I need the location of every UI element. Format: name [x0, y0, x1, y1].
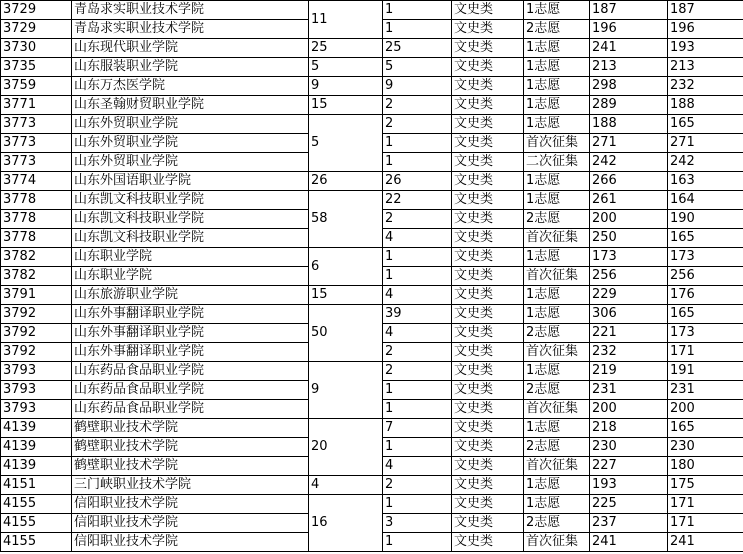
cell-admitted: 5 — [383, 58, 452, 77]
cell-max-score: 193 — [590, 476, 668, 495]
table-row — [1, 77, 743, 96]
cell-category: 文史类 — [452, 267, 524, 286]
table-row — [1, 495, 743, 514]
cell-admitted: 2 — [383, 343, 452, 362]
cell-category: 文史类 — [452, 1, 524, 20]
cell-min-score: 241 — [668, 533, 743, 552]
cell-min-score: 196 — [668, 20, 743, 39]
cell-category: 文史类 — [452, 286, 524, 305]
cell-category: 文史类 — [452, 343, 524, 362]
table-row — [1, 191, 743, 210]
cell-min-score: 165 — [668, 305, 743, 324]
cell-batch: 2志愿 — [524, 438, 590, 457]
cell-min-score: 232 — [668, 77, 743, 96]
cell-school: 山东外事翻译职业学院 — [72, 324, 309, 343]
cell-min-score: 230 — [668, 438, 743, 457]
cell-batch: 2志愿 — [524, 324, 590, 343]
cell-code: 3735 — [1, 58, 72, 77]
cell-code: 3792 — [1, 324, 72, 343]
cell-code: 3791 — [1, 286, 72, 305]
cell-max-score: 213 — [590, 58, 668, 77]
cell-min-score: 188 — [668, 96, 743, 115]
cell-school: 山东外贸职业学院 — [72, 153, 309, 172]
cell-school: 山东外贸职业学院 — [72, 134, 309, 153]
cell-batch: 1志愿 — [524, 305, 590, 324]
cell-batch: 首次征集 — [524, 343, 590, 362]
cell-min-score: 165 — [668, 229, 743, 248]
cell-code: 3792 — [1, 343, 72, 362]
cell-max-score: 256 — [590, 267, 668, 286]
cell-admitted: 1 — [383, 153, 452, 172]
cell-code: 3729 — [1, 20, 72, 39]
cell-batch: 1志愿 — [524, 476, 590, 495]
cell-school: 鹤壁职业技术学院 — [72, 457, 309, 476]
cell-code: 3782 — [1, 248, 72, 267]
table-row — [1, 476, 743, 495]
cell-batch: 1志愿 — [524, 39, 590, 58]
cell-batch: 1志愿 — [524, 191, 590, 210]
cell-min-score: 193 — [668, 39, 743, 58]
cell-batch: 1志愿 — [524, 58, 590, 77]
cell-category: 文史类 — [452, 58, 524, 77]
cell-max-score: 231 — [590, 381, 668, 400]
cell-school: 青岛求实职业技术学院 — [72, 1, 309, 20]
cell-min-score: 171 — [668, 514, 743, 533]
cell-school: 山东外事翻译职业学院 — [72, 305, 309, 324]
cell-code: 3778 — [1, 210, 72, 229]
cell-code: 3793 — [1, 400, 72, 419]
cell-max-score: 229 — [590, 286, 668, 305]
cell-max-score: 271 — [590, 134, 668, 153]
cell-category: 文史类 — [452, 514, 524, 533]
cell-category: 文史类 — [452, 20, 524, 39]
cell-min-score: 200 — [668, 400, 743, 419]
cell-code: 3792 — [1, 305, 72, 324]
cell-max-score: 241 — [590, 39, 668, 58]
cell-batch: 2志愿 — [524, 514, 590, 533]
cell-category: 文史类 — [452, 96, 524, 115]
cell-code: 4139 — [1, 419, 72, 438]
table-row — [1, 419, 743, 438]
cell-batch: 二次征集 — [524, 153, 590, 172]
cell-max-score: 306 — [590, 305, 668, 324]
cell-batch: 1志愿 — [524, 77, 590, 96]
cell-school: 三门峡职业技术学院 — [72, 476, 309, 495]
cell-admitted: 3 — [383, 514, 452, 533]
cell-code: 3771 — [1, 96, 72, 115]
cell-code: 3782 — [1, 267, 72, 286]
cell-max-score: 266 — [590, 172, 668, 191]
cell-batch: 首次征集 — [524, 400, 590, 419]
cell-school: 山东药品食品职业学院 — [72, 362, 309, 381]
cell-code: 4155 — [1, 514, 72, 533]
cell-admitted: 2 — [383, 476, 452, 495]
cell-max-score: 227 — [590, 457, 668, 476]
cell-min-score: 173 — [668, 324, 743, 343]
cell-admitted: 26 — [383, 172, 452, 191]
cell-batch: 首次征集 — [524, 457, 590, 476]
cell-min-score: 171 — [668, 495, 743, 514]
cell-code: 3730 — [1, 39, 72, 58]
cell-max-score: 242 — [590, 153, 668, 172]
cell-category: 文史类 — [452, 172, 524, 191]
cell-school: 山东万杰医学院 — [72, 77, 309, 96]
cell-category: 文史类 — [452, 305, 524, 324]
cell-school: 山东外贸职业学院 — [72, 115, 309, 134]
cell-batch: 1志愿 — [524, 248, 590, 267]
cell-category: 文史类 — [452, 248, 524, 267]
table-row — [1, 172, 743, 191]
cell-school: 山东药品食品职业学院 — [72, 381, 309, 400]
cell-max-score: 250 — [590, 229, 668, 248]
cell-code: 4139 — [1, 438, 72, 457]
cell-admitted: 2 — [383, 210, 452, 229]
cell-max-score: 230 — [590, 438, 668, 457]
cell-max-score: 218 — [590, 419, 668, 438]
cell-code: 3778 — [1, 191, 72, 210]
cell-max-score: 200 — [590, 210, 668, 229]
cell-category: 文史类 — [452, 419, 524, 438]
cell-school: 山东外国语职业学院 — [72, 172, 309, 191]
cell-school: 山东凯文科技职业学院 — [72, 229, 309, 248]
cell-plan: 5 — [309, 115, 383, 172]
cell-max-score: 219 — [590, 362, 668, 381]
cell-school: 山东职业学院 — [72, 248, 309, 267]
cell-min-score: 231 — [668, 381, 743, 400]
cell-school: 山东药品食品职业学院 — [72, 400, 309, 419]
cell-category: 文史类 — [452, 438, 524, 457]
cell-category: 文史类 — [452, 400, 524, 419]
table-row — [1, 58, 743, 77]
cell-plan: 15 — [309, 286, 383, 305]
cell-min-score: 173 — [668, 248, 743, 267]
cell-max-score: 289 — [590, 96, 668, 115]
cell-admitted: 39 — [383, 305, 452, 324]
cell-max-score: 241 — [590, 533, 668, 552]
cell-plan: 4 — [309, 476, 383, 495]
cell-category: 文史类 — [452, 229, 524, 248]
cell-min-score: 242 — [668, 153, 743, 172]
table-row — [1, 362, 743, 381]
cell-school: 鹤壁职业技术学院 — [72, 438, 309, 457]
cell-batch: 首次征集 — [524, 134, 590, 153]
table-body — [1, 1, 743, 552]
cell-plan: 26 — [309, 172, 383, 191]
cell-min-score: 175 — [668, 476, 743, 495]
cell-min-score: 190 — [668, 210, 743, 229]
cell-max-score: 196 — [590, 20, 668, 39]
cell-plan: 58 — [309, 191, 383, 248]
cell-max-score: 173 — [590, 248, 668, 267]
cell-max-score: 187 — [590, 1, 668, 20]
cell-min-score: 163 — [668, 172, 743, 191]
cell-batch: 1志愿 — [524, 495, 590, 514]
cell-school: 信阳职业技术学院 — [72, 495, 309, 514]
cell-admitted: 22 — [383, 191, 452, 210]
cell-admitted: 4 — [383, 457, 452, 476]
cell-admitted: 1 — [383, 533, 452, 552]
cell-admitted: 25 — [383, 39, 452, 58]
cell-school: 山东服装职业学院 — [72, 58, 309, 77]
cell-min-score: 187 — [668, 1, 743, 20]
cell-batch: 1志愿 — [524, 96, 590, 115]
cell-max-score: 188 — [590, 115, 668, 134]
cell-school: 青岛求实职业技术学院 — [72, 20, 309, 39]
cell-code: 3759 — [1, 77, 72, 96]
cell-plan: 50 — [309, 305, 383, 362]
cell-plan: 15 — [309, 96, 383, 115]
cell-category: 文史类 — [452, 153, 524, 172]
table-row — [1, 286, 743, 305]
cell-code: 4151 — [1, 476, 72, 495]
cell-code: 3774 — [1, 172, 72, 191]
cell-code: 3729 — [1, 1, 72, 20]
cell-batch: 首次征集 — [524, 229, 590, 248]
cell-school: 信阳职业技术学院 — [72, 514, 309, 533]
cell-batch: 1志愿 — [524, 172, 590, 191]
cell-admitted: 9 — [383, 77, 452, 96]
cell-school: 山东职业学院 — [72, 267, 309, 286]
cell-category: 文史类 — [452, 191, 524, 210]
table-row — [1, 96, 743, 115]
cell-school: 山东现代职业学院 — [72, 39, 309, 58]
cell-category: 文史类 — [452, 495, 524, 514]
cell-admitted: 1 — [383, 381, 452, 400]
cell-code: 4155 — [1, 495, 72, 514]
cell-max-score: 261 — [590, 191, 668, 210]
cell-batch: 首次征集 — [524, 533, 590, 552]
cell-max-score: 225 — [590, 495, 668, 514]
cell-category: 文史类 — [452, 77, 524, 96]
cell-admitted: 2 — [383, 96, 452, 115]
cell-min-score: 171 — [668, 343, 743, 362]
cell-batch: 1志愿 — [524, 362, 590, 381]
cell-school: 山东凯文科技职业学院 — [72, 210, 309, 229]
cell-category: 文史类 — [452, 476, 524, 495]
table-row — [1, 248, 743, 267]
cell-min-score: 165 — [668, 115, 743, 134]
cell-category: 文史类 — [452, 210, 524, 229]
cell-code: 4155 — [1, 533, 72, 552]
cell-plan: 5 — [309, 58, 383, 77]
cell-batch: 2志愿 — [524, 381, 590, 400]
cell-admitted: 4 — [383, 286, 452, 305]
cell-category: 文史类 — [452, 134, 524, 153]
cell-category: 文史类 — [452, 533, 524, 552]
cell-school: 山东外事翻译职业学院 — [72, 343, 309, 362]
cell-min-score: 213 — [668, 58, 743, 77]
cell-batch: 1志愿 — [524, 286, 590, 305]
cell-batch: 2志愿 — [524, 20, 590, 39]
cell-code: 3773 — [1, 153, 72, 172]
cell-category: 文史类 — [452, 324, 524, 343]
cell-code: 3793 — [1, 362, 72, 381]
cell-admitted: 1 — [383, 1, 452, 20]
cell-min-score: 176 — [668, 286, 743, 305]
cell-admitted: 4 — [383, 324, 452, 343]
cell-code: 3773 — [1, 134, 72, 153]
cell-admitted: 1 — [383, 495, 452, 514]
cell-code: 3773 — [1, 115, 72, 134]
cell-admitted: 2 — [383, 362, 452, 381]
cell-school: 山东旅游职业学院 — [72, 286, 309, 305]
cell-category: 文史类 — [452, 362, 524, 381]
cell-min-score: 164 — [668, 191, 743, 210]
cell-max-score: 237 — [590, 514, 668, 533]
cell-batch: 1志愿 — [524, 419, 590, 438]
table-row — [1, 39, 743, 58]
cell-plan: 6 — [309, 248, 383, 286]
cell-school: 山东圣翰财贸职业学院 — [72, 96, 309, 115]
cell-min-score: 165 — [668, 419, 743, 438]
cell-category: 文史类 — [452, 457, 524, 476]
cell-admitted: 2 — [383, 115, 452, 134]
cell-plan: 16 — [309, 495, 383, 552]
cell-admitted: 1 — [383, 20, 452, 39]
cell-admitted: 7 — [383, 419, 452, 438]
cell-plan: 11 — [309, 1, 383, 39]
cell-min-score: 191 — [668, 362, 743, 381]
cell-min-score: 256 — [668, 267, 743, 286]
cell-batch: 1志愿 — [524, 115, 590, 134]
cell-min-score: 271 — [668, 134, 743, 153]
cell-plan: 9 — [309, 77, 383, 96]
cell-max-score: 221 — [590, 324, 668, 343]
cell-code: 3778 — [1, 229, 72, 248]
table-row — [1, 1, 743, 20]
cell-category: 文史类 — [452, 115, 524, 134]
cell-admitted: 1 — [383, 248, 452, 267]
cell-admitted: 4 — [383, 229, 452, 248]
cell-code: 4139 — [1, 457, 72, 476]
cell-admitted: 1 — [383, 134, 452, 153]
cell-batch: 1志愿 — [524, 1, 590, 20]
cell-school: 信阳职业技术学院 — [72, 533, 309, 552]
cell-code: 3793 — [1, 381, 72, 400]
cell-batch: 2志愿 — [524, 210, 590, 229]
cell-plan: 20 — [309, 419, 383, 476]
cell-category: 文史类 — [452, 39, 524, 58]
cell-admitted: 1 — [383, 438, 452, 457]
cell-school: 山东凯文科技职业学院 — [72, 191, 309, 210]
cell-max-score: 232 — [590, 343, 668, 362]
table-row — [1, 305, 743, 324]
cell-plan: 25 — [309, 39, 383, 58]
cell-admitted: 1 — [383, 400, 452, 419]
cell-school: 鹤壁职业技术学院 — [72, 419, 309, 438]
cell-batch: 首次征集 — [524, 267, 590, 286]
table-row — [1, 115, 743, 134]
cell-category: 文史类 — [452, 381, 524, 400]
cell-plan: 9 — [309, 362, 383, 419]
cell-max-score: 298 — [590, 77, 668, 96]
cell-admitted: 1 — [383, 267, 452, 286]
cell-min-score: 180 — [668, 457, 743, 476]
cell-max-score: 200 — [590, 400, 668, 419]
